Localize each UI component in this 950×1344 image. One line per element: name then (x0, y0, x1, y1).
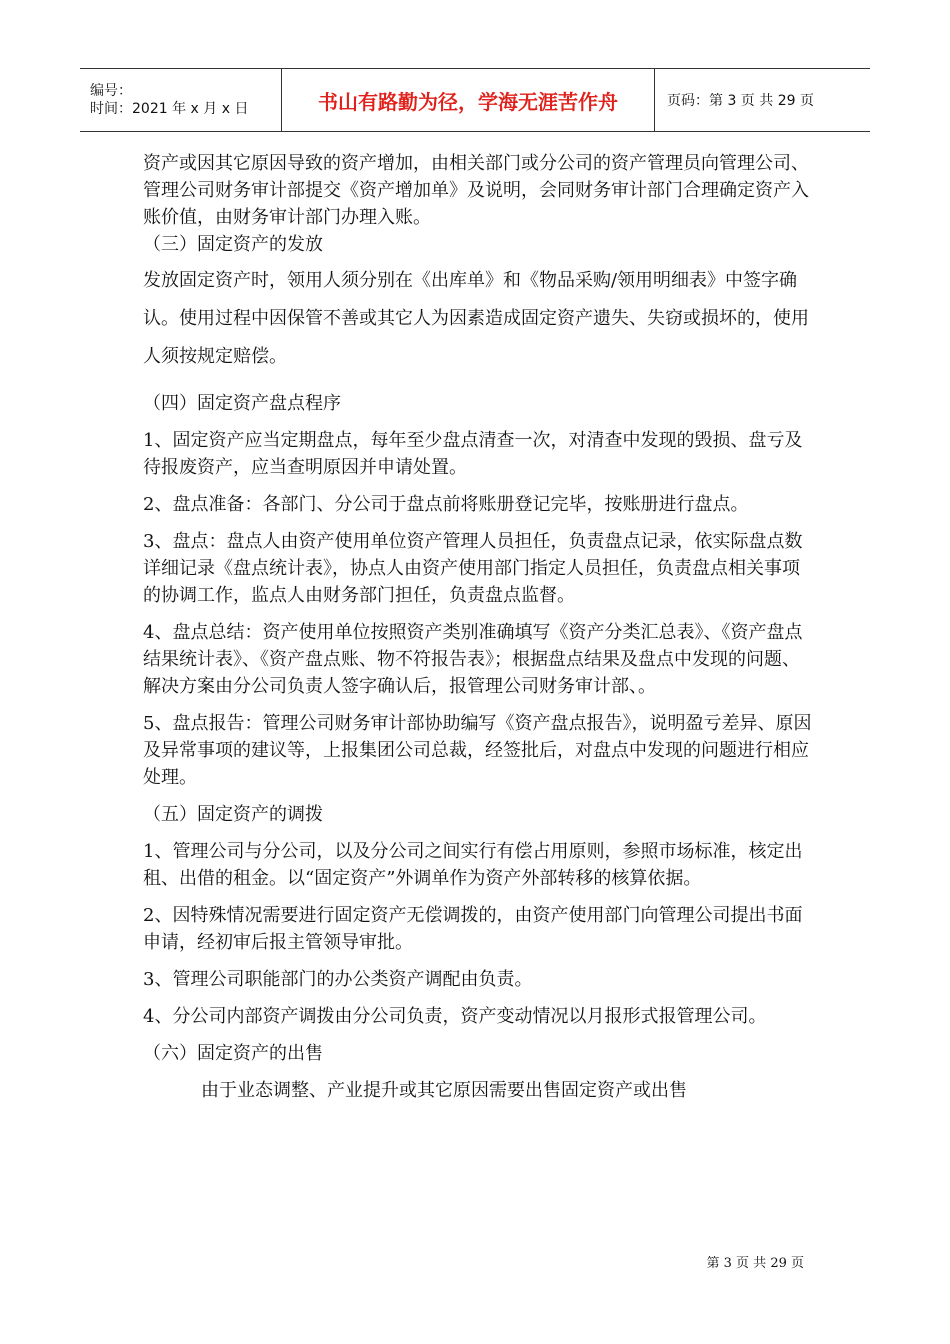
header-meta (80, 69, 282, 131)
page-header (80, 68, 870, 132)
page-footer: 第 3 页 共 29 页 (706, 1256, 804, 1271)
section-heading: （三）固定资产的发放 (143, 234, 323, 255)
paragraph: 4、盘点总结：资产使用单位按照资产类别准确填写《资产分类汇总表》、《资产盘点结果统计表》、《资产盘点账、物不符报告表》；根据盘点结果及盘点中发现的问题、解决方案由分公司负责人签字确认后，报管理公司财务审计部、。 (143, 622, 803, 697)
paragraph: 5、盘点报告：管理公司财务审计部协助编写《资产盘点报告》，说明盈亏差异、原因及异常事项的建议等，上报集团公司总裁，经签批后，对盘点中发现的问题进行相应处理。 (143, 713, 812, 788)
document-date: 时间：2021 年 x 月 x 日 (90, 101, 249, 117)
paragraph: 3、管理公司职能部门的办公类资产调配由负责。 (143, 969, 533, 990)
document-body (143, 150, 813, 1104)
header-page-info: 页码：第 3 页 共 29 页 (667, 93, 814, 109)
section-heading: （六）固定资产的出售 (143, 1043, 323, 1064)
paragraph: 2、盘点准备：各部门、分公司于盘点前将账册登记完毕，按账册进行盘点。 (143, 494, 749, 515)
section-heading: （四）固定资产盘点程序 (143, 393, 341, 414)
paragraph: 4、分公司内部资产调拨由分公司负责，资产变动情况以月报形式报管理公司。 (143, 1006, 767, 1027)
paragraph: 2、因特殊情况需要进行固定资产无偿调拨的，由资产使用部门向管理公司提出书面申请，经初审后报主管领导审批。 (143, 905, 803, 953)
paragraph: 1、管理公司与分公司，以及分公司之间实行有偿占用原则，参照市场标准，核定出租、出借的租金。以“固定资产”外调单作为资产外部转移的核算依据。 (143, 841, 803, 889)
section-heading: （五）固定资产的调拨 (143, 804, 323, 825)
header-motto: 书山有路勤为径，学海无涯苦作舟 (282, 69, 655, 131)
paragraph: 1、固定资产应当定期盘点，每年至少盘点清查一次，对清查中发现的毁损、盘亏及待报废资产，应当查明原因并申请处置。 (143, 430, 803, 478)
paragraph: 由于业态调整、产业提升或其它原因需要出售固定资产或出售 (201, 1080, 687, 1101)
paragraph: 3、盘点：盘点人由资产使用单位资产管理人员担任，负责盘点记录，依实际盘点数详细记录《盘点统计表》，协点人由资产使用部门指定人员担任，负责盘点相关事项的协调工作，监点人由财务部门担任，负责盘点监督。 (143, 531, 803, 606)
document-number-label: 编号： (90, 83, 132, 99)
paragraph: 资产或因其它原因导致的资产增加，由相关部门或分公司的资产管理员向管理公司、管理公司财务审计部提交《资产增加单》及说明，会同财务审计部门合理确定资产入账价值，由财务审计部门办理入账。 (143, 153, 809, 228)
paragraph: 发放固定资产时，领用人须分别在《出库单》和《物品采购/领用明细表》中签字确认。使用过程中因保管不善或其它人为因素造成固定资产遗失、失窃或损坏的，使用人须按规定赔偿。 (143, 270, 809, 367)
